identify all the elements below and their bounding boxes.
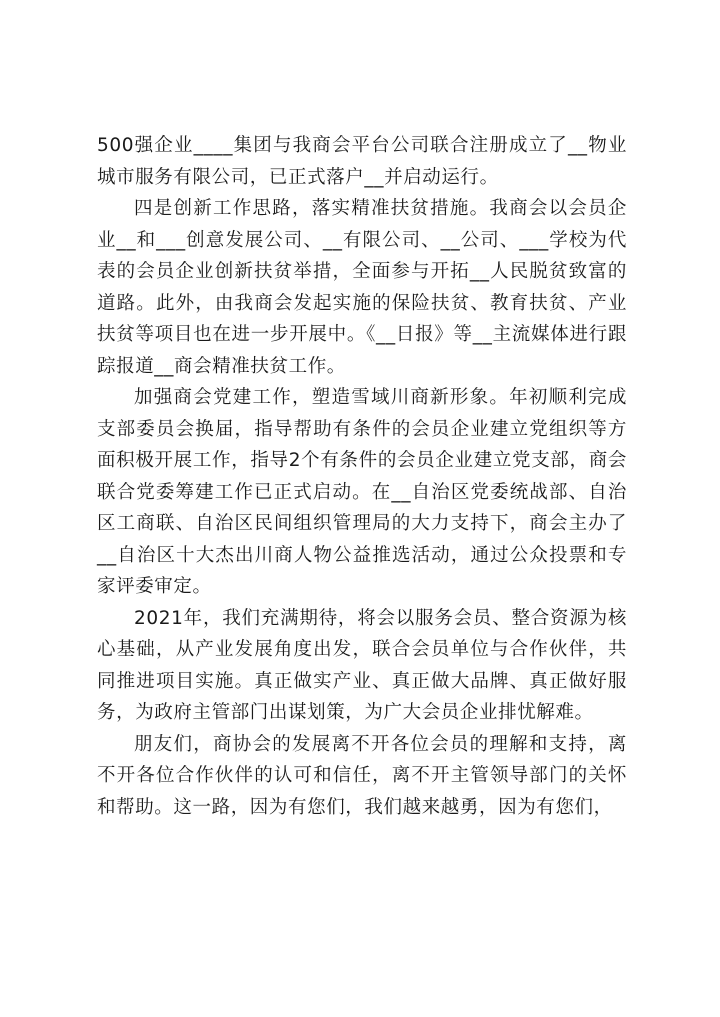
paragraph-1: 500强企业____集团与我商会平台公司联合注册成立了__物业城市服务有限公司，已正式落户__并启动运行。 (97, 135, 627, 188)
paragraph-2: 四是创新工作思路，落实精准扶贫措施。我商会以会员企业__和___创意发展公司、__有限公司、__公司、___学校为代表的会员企业创新扶贫举措，全面参与开拓__人民脱贫致富的道路。此外，由我商会发起实施的保险扶贫、教育扶贫、产业扶贫等项目也在进一步开展中。《__日报》等__主流媒体进行跟踪报道__商会精准扶贫工作。 (97, 198, 627, 377)
document-body (97, 130, 627, 823)
paragraph-4: 2021年，我们充满期待，将会以服务会员、整合资源为核心基础，从产业发展角度出发，联合会员单位与合作伙伴，共同推进项目实施。真正做实产业、真正做大品牌、真正做好服务，为政府主管部门出谋划策，为广大会员企业排忧解难。 (97, 607, 627, 723)
paragraph-3: 加强商会党建工作，塑造雪域川商新形象。年初顺利完成支部委员会换届，指导帮助有条件的会员企业建立党组织等方面积极开展工作，指导2个有条件的会员企业建立党支部，商会联合党委筹建工作已正式启动。在__自治区党委统战部、自治区工商联、自治区民间组织管理局的大力支持下，商会主办了__自治区十大杰出川商人物公益推选活动，通过公众投票和专家评委审定。 (97, 387, 627, 597)
paragraph-5: 朋友们，商协会的发展离不开各位会员的理解和支持，离不开各位合作伙伴的认可和信任，离不开主管领导部门的关怀和帮助。这一路，因为有您们，我们越来越勇，因为有您们， (97, 733, 627, 818)
